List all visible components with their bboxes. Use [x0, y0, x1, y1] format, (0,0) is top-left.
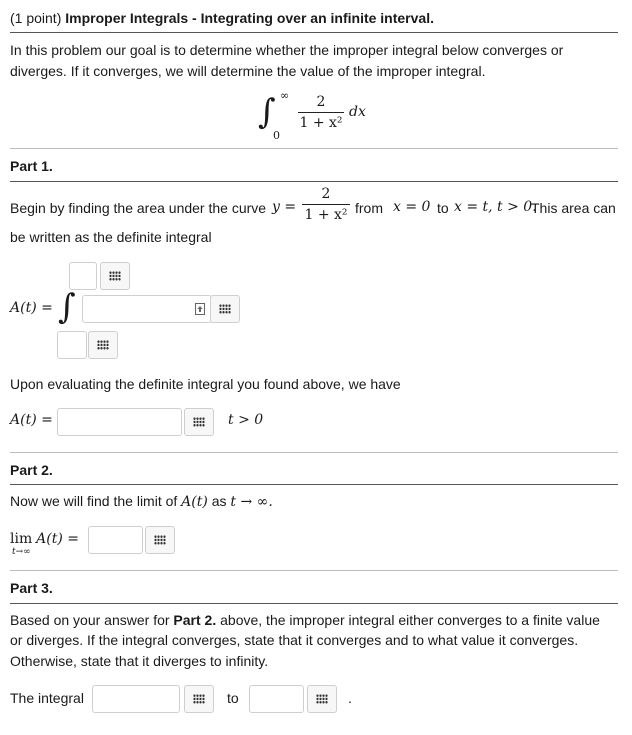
part1-heading: Part 1. [10, 158, 53, 174]
part3-line3: Otherwise, state that it diverges to infinity. [10, 653, 269, 669]
value-palette-button[interactable] [307, 685, 337, 713]
part1-line2: be written as the definite integral [10, 229, 212, 245]
grid-icon [109, 271, 121, 281]
converge-diverge-input[interactable] [92, 685, 180, 713]
grid-icon [316, 694, 328, 704]
upload-icon[interactable] [195, 303, 205, 315]
grid-icon [193, 694, 205, 704]
divider [10, 32, 618, 33]
problem-header [10, 10, 434, 26]
part3-heading: Part 3. [10, 580, 53, 596]
part1-from: from [355, 200, 383, 216]
intro-line-2: diverges. If it converges, we will determine the value of the improper integral. [10, 63, 486, 79]
grid-icon [97, 340, 109, 350]
points-label: (1 point) [10, 10, 62, 26]
integral-label: The integral [10, 690, 84, 706]
converge-palette-button[interactable] [184, 685, 214, 713]
part1-fraction [302, 186, 350, 223]
part2-heading: Part 2. [10, 462, 53, 478]
fraction-bar [298, 112, 344, 113]
integral-lower: 0 [273, 129, 280, 142]
integral-numerator: 2 [316, 94, 326, 110]
part2-text [10, 493, 273, 510]
eval-text: Upon evaluating the definite integral you found above, we have [10, 376, 401, 392]
divider [10, 452, 618, 453]
lower-limit-palette-button[interactable] [88, 331, 118, 359]
integral-sign: ∫ [258, 92, 276, 132]
part1-to: to [437, 200, 449, 216]
limit-input[interactable] [88, 526, 143, 554]
part2-as: as [211, 493, 227, 509]
part2-At: A(t) [181, 494, 208, 510]
part1-range2: x = t, t > 0. [454, 199, 537, 215]
integral-sign: ∫ [58, 287, 76, 327]
part3-line1-bold: Part 2. [173, 612, 217, 628]
part1-tail: This area can [531, 200, 616, 216]
intro-line-1: In this problem our goal is to determine whether the improper integral below converges or [10, 42, 564, 58]
part1-frac-den: 1 + x² [304, 207, 348, 223]
grid-icon [154, 535, 166, 545]
divider [10, 148, 618, 149]
value-input[interactable] [249, 685, 304, 713]
divider [10, 570, 618, 571]
A-label: A(t) = [10, 300, 53, 316]
A-eval-label: A(t) = [10, 412, 53, 428]
divider [10, 484, 618, 485]
lim-label: lim [10, 531, 33, 547]
integral-upper: ∞ [280, 89, 290, 102]
upper-limit-palette-button[interactable] [100, 262, 130, 290]
upper-limit-input[interactable] [69, 262, 97, 290]
part1-begin-text: Begin by finding the area under the curve [10, 200, 267, 216]
divider [10, 181, 618, 182]
part1-frac-num: 2 [321, 186, 331, 202]
to-label: to [227, 690, 239, 706]
fraction-bar [302, 204, 350, 205]
part1-y-eq: y = [272, 199, 297, 215]
limit-expression [10, 530, 79, 547]
lim-subscript: t→∞ [12, 547, 31, 557]
lower-limit-input[interactable] [57, 331, 87, 359]
A-eval-palette-button[interactable] [184, 408, 214, 436]
integral-fraction [298, 94, 344, 131]
grid-icon [193, 417, 205, 427]
part1-range: x = 0 [393, 199, 431, 215]
part3-line2: or diverges. If the integral converges, state that it converges and to what value it converges. [10, 632, 579, 648]
integrand-palette-button[interactable] [210, 295, 240, 323]
part2-t-arrow: t → ∞. [230, 494, 273, 510]
t-condition: t > 0 [228, 412, 264, 428]
grid-icon [219, 304, 231, 314]
integral-dx: dx [349, 104, 366, 120]
A-eval-input[interactable] [57, 408, 182, 436]
part2-text-pre: Now we will find the limit of [10, 493, 178, 509]
integral-denominator: 1 + x² [299, 115, 343, 131]
part3-line1 [10, 612, 600, 628]
lim-expr: A(t) = [36, 531, 79, 547]
limit-palette-button[interactable] [145, 526, 175, 554]
part3-line1-post: above, the improper integral either converges to a finite value [220, 612, 600, 628]
integrand-input[interactable] [82, 295, 212, 323]
divider [10, 603, 618, 604]
part3-line1-pre: Based on your answer for [10, 612, 170, 628]
problem-title: Improper Integrals - Integrating over an infinite interval. [65, 10, 434, 26]
period: . [348, 690, 352, 706]
